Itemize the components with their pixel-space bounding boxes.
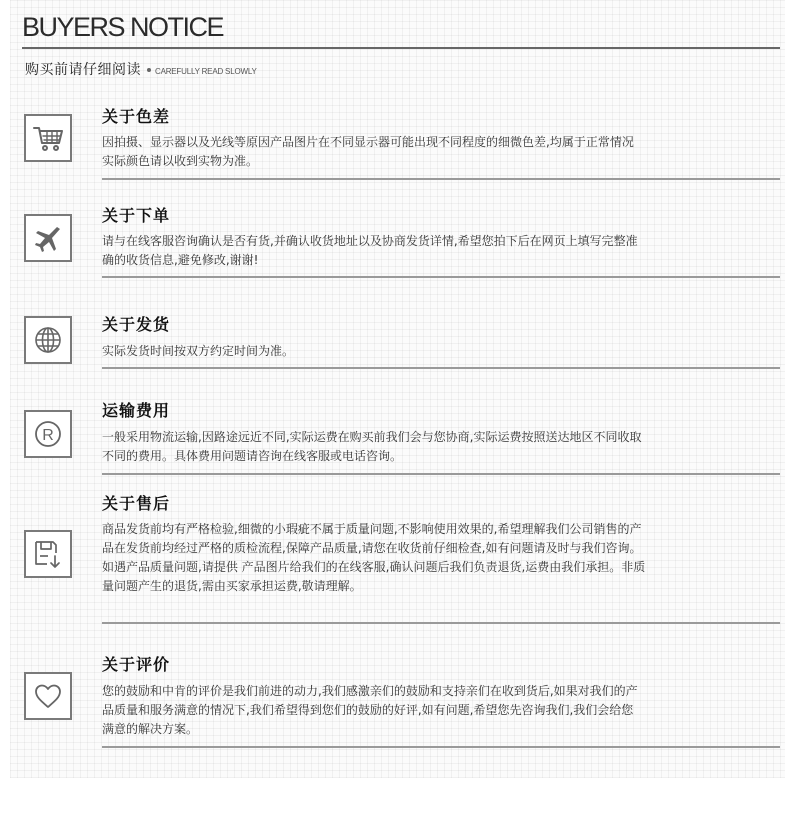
- section-title: 关于色差: [102, 107, 171, 126]
- body-line: 确的收货信息,避免修改,谢谢!: [102, 253, 259, 267]
- body-line: 不同的费用。具体费用问题请咨询在线客服或电话咨询。: [102, 449, 403, 463]
- body-line: 满意的解决方案。: [102, 722, 199, 736]
- title-divider: [22, 47, 780, 49]
- body-line: 品质量和服务满意的情况下,我们希望得到您们的鼓励的好评,如有问题,希望您先咨询我们,我们会给您: [102, 703, 634, 717]
- section-body: [102, 520, 742, 596]
- body-line: 您的鼓励和中肯的评价是我们前进的动力,我们感激亲们的鼓励和支持亲们在收到货后,如果对我们的产: [102, 684, 638, 698]
- section-body: [102, 133, 742, 171]
- save-download-icon: [24, 530, 72, 578]
- section-title: 关于下单: [102, 206, 171, 225]
- heart-icon: [24, 672, 72, 720]
- section-title: 关于售后: [102, 494, 171, 513]
- section-body: [102, 682, 742, 739]
- subtitle-en: CAREFULLY READ SLOWLY: [155, 67, 257, 76]
- section-body: [102, 232, 742, 270]
- body-line: 量问题产生的退货,需由买家承担运费,敬请理解。: [102, 579, 362, 593]
- airplane-icon: [24, 214, 72, 262]
- section-divider: [102, 746, 780, 748]
- subheader: [25, 58, 257, 83]
- section-divider: [102, 473, 780, 475]
- section-divider: [102, 178, 780, 180]
- section-title: 关于发货: [102, 315, 171, 334]
- registered-icon: [24, 410, 72, 458]
- body-line: 实际颜色请以收到实物为准。: [102, 154, 259, 168]
- body-line: 如遇产品质量问题,请提供 产品图片给我们的在线客服,确认问题后我们负责退货,运费由我们承担。非质: [102, 560, 646, 574]
- body-line: 品在发货前均经过严格的质检流程,保障产品质量,请您在收货前仔细检查,如有问题请及时与我们咨询。: [102, 541, 642, 555]
- bullet-dot: [147, 68, 151, 72]
- section-divider: [102, 276, 780, 278]
- globe-icon: [24, 316, 72, 364]
- body-line: 因拍摄、显示器以及光线等原因产品图片在不同显示器可能出现不同程度的细微色差,均属于正常情况: [102, 135, 634, 149]
- section-divider: [102, 622, 780, 624]
- svg-text:R: R: [42, 427, 54, 444]
- section-title: 关于评价: [102, 655, 171, 674]
- page-title: BUYERS NOTICE: [22, 12, 224, 42]
- section-title: 运输费用: [102, 401, 171, 420]
- shopping-cart-icon: [24, 114, 72, 162]
- body-line: 实际发货时间按双方约定时间为准。: [102, 344, 295, 358]
- body-line: 请与在线客服咨询确认是否有货,并确认收货地址以及协商发货详情,希望您拍下后在网页上填写完整准: [102, 234, 638, 248]
- section-body: [102, 342, 742, 361]
- body-line: 一般采用物流运输,因路途远近不同,实际运费在购买前我们会与您协商,实际运费按照送达地区不同收取: [102, 430, 642, 444]
- section-body: [102, 428, 742, 466]
- subtitle-cn: 购买前请仔细阅读: [25, 62, 141, 78]
- section-divider: [102, 367, 780, 369]
- body-line: 商品发货前均有严格检验,细微的小瑕疵不属于质量问题,不影响使用效果的,希望理解我们公司销售的产: [102, 522, 642, 536]
